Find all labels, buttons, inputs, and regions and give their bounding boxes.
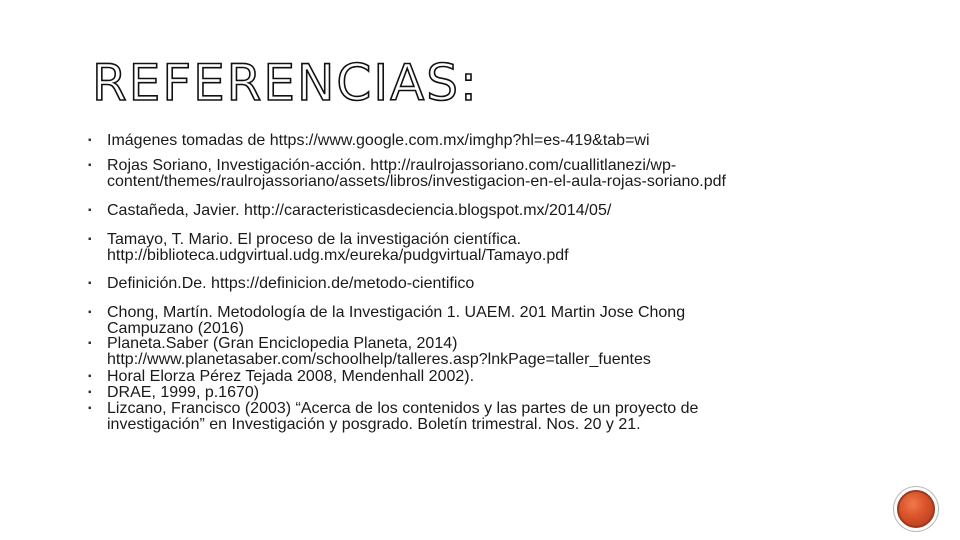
square-bullet-icon: ▪ [88, 135, 92, 146]
square-bullet-icon: ▪ [88, 307, 92, 318]
reference-text: Tamayo, T. Mario. El proceso de la investigación científica. http://biblioteca.udgvirtual.udg.mx/eureka/pudgvirtual/Tamayo.pdf [107, 231, 569, 264]
square-bullet-icon: ▪ [88, 160, 92, 171]
orange-circle-logo-icon [897, 490, 935, 528]
reference-item [88, 305, 685, 337]
square-bullet-icon: ▪ [88, 338, 92, 349]
reference-item [88, 401, 698, 433]
reference-item [88, 385, 259, 401]
reference-text: Horal Elorza Pérez Tejada 2008, Mendenhall 2002). [107, 368, 475, 385]
reference-item [88, 369, 474, 385]
reference-text: Lizcano, Francisco (2003) “Acerca de los contenidos y las partes de un proyecto de investigación” en Investigación y posgrado. Boletín trimestral. Nos. 20 y 21. [107, 400, 699, 433]
reference-text: Definición.De. https://definicion.de/metodo-cientifico [107, 275, 475, 292]
reference-text: Imágenes tomadas de https://www.google.com.mx/imghp?hl=es-419&tab=wi [107, 132, 650, 149]
reference-item [88, 336, 651, 368]
reference-text: Rojas Soriano, Investigación-acción. http://raulrojassoriano.com/cuallitlanezi/wp- content/themes/raulrojassoriano/assets/libros/investigacion-en-el-aula-rojas-soriano.pdf [107, 157, 726, 190]
square-bullet-icon: ▪ [88, 205, 92, 216]
square-bullet-icon: ▪ [88, 403, 92, 414]
reference-text: DRAE, 1999, p.1670) [107, 384, 260, 401]
reference-item [88, 158, 726, 190]
reference-text: Planeta.Saber (Gran Enciclopedia Planeta, 2014) http://www.planetasaber.com/schoolhelp/talleres.asp?lnkPage=taller_fuentes [107, 335, 651, 368]
reference-text: Chong, Martín. Metodología de la Investigación 1. UAEM. 201 Martin Jose Chong Campuzano (2016) [107, 304, 686, 337]
square-bullet-icon: ▪ [88, 387, 92, 398]
reference-item [88, 203, 611, 219]
reference-item [88, 133, 650, 149]
slide-title: REFERENCIAS: [92, 54, 479, 112]
square-bullet-icon: ▪ [88, 234, 92, 245]
reference-item [88, 276, 474, 292]
reference-text: Castañeda, Javier. http://caracteristicasdeciencia.blogspot.mx/2014/05/ [107, 202, 612, 219]
square-bullet-icon: ▪ [88, 278, 92, 289]
reference-item [88, 232, 569, 264]
square-bullet-icon: ▪ [88, 371, 92, 382]
